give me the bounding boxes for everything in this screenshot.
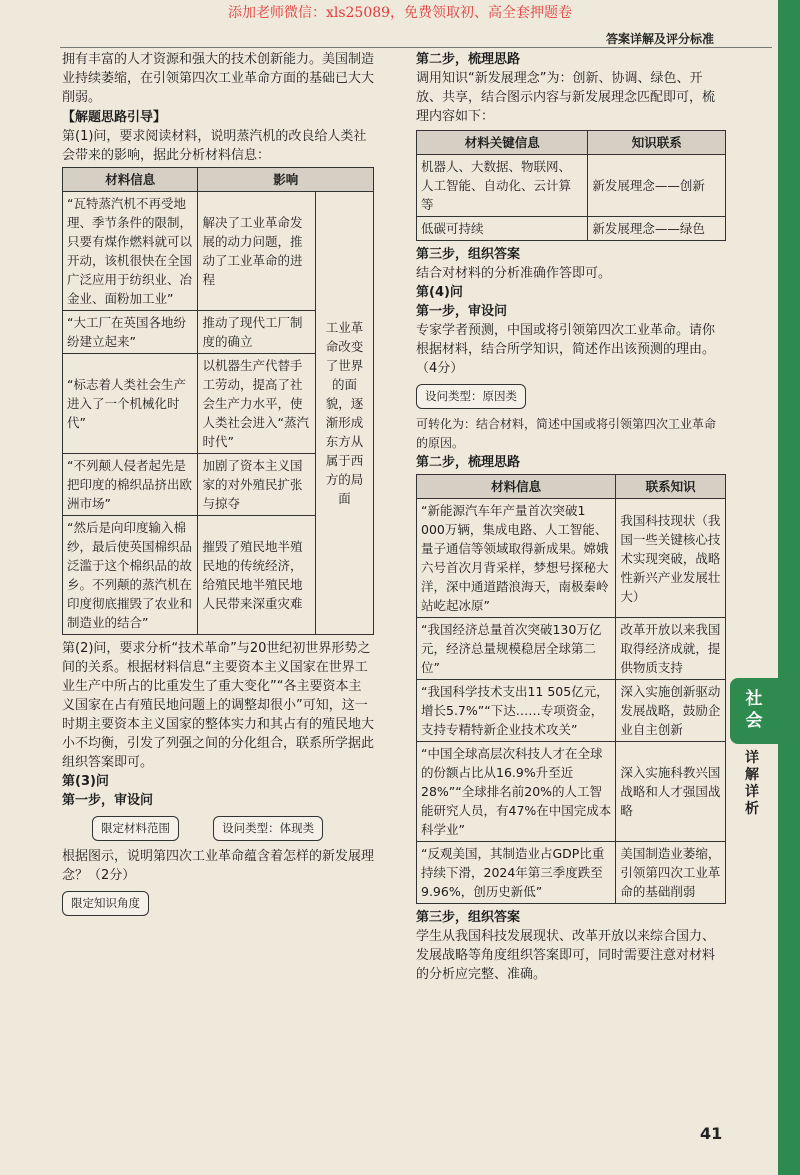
q1-text: 第(1)问，要求阅读材料，说明蒸汽机的改良给人类社会带来的影响，据此分析材料信息：: [62, 129, 367, 163]
guide-heading: 【解题思路引导】: [62, 110, 167, 125]
table-row: [417, 618, 726, 680]
table-cell-info: “中国全球高层次科技人才在全球的份额占比从16.9%升至近28%”“全球排名前20%的人工智能研究人员，有47%在中国完成本科学业”: [417, 742, 616, 842]
table-cell-impact: 以机器生产代替手工劳动，提高了社会生产力水平，使人类社会进入“蒸汽时代”: [198, 354, 316, 454]
table-row: [417, 499, 726, 618]
reason-tag: 设问类型：原因类: [416, 384, 526, 409]
table-cell-info: “新能源汽车年产量首次突破1 000万辆，集成电路、人工智能、量子通信等领域取得新成果。嫦娥六号首次月背采样，梦想号探秘大洋，深中通道踏浪海天，南极秦岭站屹起冰原”: [417, 499, 616, 618]
q4-convert: 可转化为：结合材料，简述中国或将引领第四次工业革命的原因。: [416, 417, 717, 450]
q3-step1: 第一步，审设问: [62, 793, 154, 808]
q4-step3-text: 学生从我国科技发展现状、改革开放以来综合国力、发展战略等角度组织答案即可，同时需要注意对材料的分析应完整、准确。: [416, 929, 716, 982]
table-row: [417, 217, 726, 241]
right-column: [416, 50, 726, 984]
step2-text: 调用知识“新发展理念”为：创新、协调、绿色、开放、共享，结合图示内容与新发展理念匹配即可，梳理内容如下：: [416, 71, 716, 124]
step3-text: 结合对材料的分析准确作答即可。: [416, 266, 612, 281]
table-cell-merged: 工业革命改变了世界的面貌，逐渐形成东方从属于西方的局面: [316, 192, 374, 635]
angle-tag-wrap: [62, 891, 374, 916]
table-new-development: [416, 130, 726, 241]
table-china-lead: [416, 474, 726, 904]
type-tag: 设问类型：体现类: [213, 816, 323, 841]
table-cell-impact: 加剧了资本主义国家的对外殖民扩张与掠夺: [198, 454, 316, 516]
q4-question: 专家学者预测，中国或将引领第四次工业革命。请你根据材料，结合所学知识，简述作出该预测的理由。（4分）: [416, 323, 716, 376]
tab-char-2: 会: [745, 711, 763, 731]
side-color-bar: [778, 0, 800, 1175]
q4-step2: 第二步，梳理思路: [416, 455, 521, 470]
step2-heading: 第二步，梳理思路: [416, 52, 521, 67]
table-header: 材料关键信息: [417, 131, 588, 155]
q4-step3: 第三步，组织答案: [416, 910, 521, 925]
table-header-row: [417, 131, 726, 155]
table-cell-info: “大工厂在英国各地纷纷建立起来”: [63, 311, 198, 354]
table-row: [417, 155, 726, 217]
table-cell-info: “我国科学技术支出11 505亿元，增长5.7%”“下达……专项资金，支持专精特新企业技术攻关”: [417, 680, 616, 742]
table-header: 材料信息: [417, 475, 616, 499]
table-header-row: [63, 168, 374, 192]
table-cell-knowledge: 改革开放以来我国取得经济成就，提供物质支持: [616, 618, 726, 680]
table-header: 影响: [198, 168, 374, 192]
q4-heading: 第(4)问: [416, 285, 463, 300]
table-row: [417, 742, 726, 842]
vertical-char: 析: [745, 801, 759, 817]
table-cell-knowledge: 新发展理念——创新: [588, 155, 726, 217]
table-cell-knowledge: 美国制造业萎缩，引领第四次工业革命的基础削弱: [616, 842, 726, 904]
q4-step1: 第一步，审设问: [416, 304, 508, 319]
table-header: 知识联系: [588, 131, 726, 155]
table-cell-impact: 推动了现代工厂制度的确立: [198, 311, 316, 354]
vertical-char: 详: [745, 750, 759, 766]
table-cell-info: “然后是向印度输入棉纱，最后使英国棉织品泛滥于这个棉织品的故乡。不列颠的蒸汽机在印度彻底摧毁了农业和制造业的结合”: [63, 516, 198, 635]
table-cell-info: “反观美国，其制造业占GDP比重持续下滑，2024年第三季度跌至9.96%，创历史新低”: [417, 842, 616, 904]
q3-heading: 第(3)问: [62, 774, 109, 789]
table-cell-knowledge: 我国科技现状（我国一些关键核心技术实现突破，战略性新兴产业发展壮大）: [616, 499, 726, 618]
table-cell-info: “标志着人类社会生产进入了一个机械化时代”: [63, 354, 198, 454]
angle-tag: 限定知识角度: [62, 891, 149, 916]
table-cell-info: 机器人、大数据、物联网、人工智能、自动化、云计算等: [417, 155, 588, 217]
vertical-section-label: [738, 750, 766, 818]
q3-tags: [92, 816, 374, 841]
table-row: [417, 680, 726, 742]
tab-char-1: 社: [745, 689, 763, 709]
q3-question: 根据图示，说明第四次工业革命蕴含着怎样的新发展理念？（2分）: [62, 849, 375, 883]
intro-paragraph: 拥有丰富的人才资源和强大的技术创新能力。美国制造业持续萎缩，在引领第四次工业革命方面的基础已大大削弱。: [62, 52, 375, 105]
table-cell-info: “瓦特蒸汽机不再受地理、季节条件的限制，只要有煤作燃料就可以开动，该机很快在全国广泛应用于纺织业、冶金业、面粉加工业”: [63, 192, 198, 311]
watermark-text: 添加老师微信：xls25089，免费领取初、高全套押题卷: [227, 5, 573, 21]
vertical-char: 详: [745, 784, 759, 800]
table-cell-impact: 摧毁了殖民地半殖民地的传统经济，给殖民地半殖民地人民带来深重灾难: [198, 516, 316, 635]
vertical-char: 解: [745, 767, 759, 783]
table-header-row: [417, 475, 726, 499]
table-row: [417, 842, 726, 904]
table-cell-impact: 解决了工业革命发展的动力问题，推动了工业革命的进程: [198, 192, 316, 311]
reason-tag-wrap: [416, 384, 726, 409]
scope-tag: 限定材料范围: [92, 816, 179, 841]
left-column: [62, 50, 374, 916]
q2-text: 第(2)问，要求分析“技术革命”与20世纪初世界形势之间的关系。根据材料信息“主要资本主义国家在世界工业生产中所占的比重发生了重大变化”“各主要资本主义国家在占有殖民地问题上的调整却很小”可知，这一时期主要资本主义国家的整体实力和其占有的殖民地大小不均衡，引发了列强之间的分化组合，联系所学据此组织答案即可。: [62, 641, 375, 770]
table-row: [63, 192, 374, 311]
running-head: 答案详解及评分标准: [606, 32, 715, 46]
page-number: 41: [700, 1124, 723, 1143]
table-cell-info: “我国经济总量首次突破130万亿元，经济总量规模稳居全球第二位”: [417, 618, 616, 680]
step3-heading: 第三步，组织答案: [416, 247, 521, 262]
header-rule: [60, 47, 772, 48]
table-cell-info: “不列颠人侵者起先是把印度的棉织品挤出欧洲市场”: [63, 454, 198, 516]
table-header: 联系知识: [616, 475, 726, 499]
table-cell-knowledge: 新发展理念——绿色: [588, 217, 726, 241]
table-cell-knowledge: 深入实施创新驱动发展战略，鼓励企业自主创新: [616, 680, 726, 742]
table-cell-info: 低碳可持续: [417, 217, 588, 241]
table-cell-knowledge: 深入实施科教兴国战略和人才强国战略: [616, 742, 726, 842]
table-steam-engine-impact: [62, 167, 374, 635]
section-tab: [730, 678, 778, 744]
table-header: 材料信息: [63, 168, 198, 192]
